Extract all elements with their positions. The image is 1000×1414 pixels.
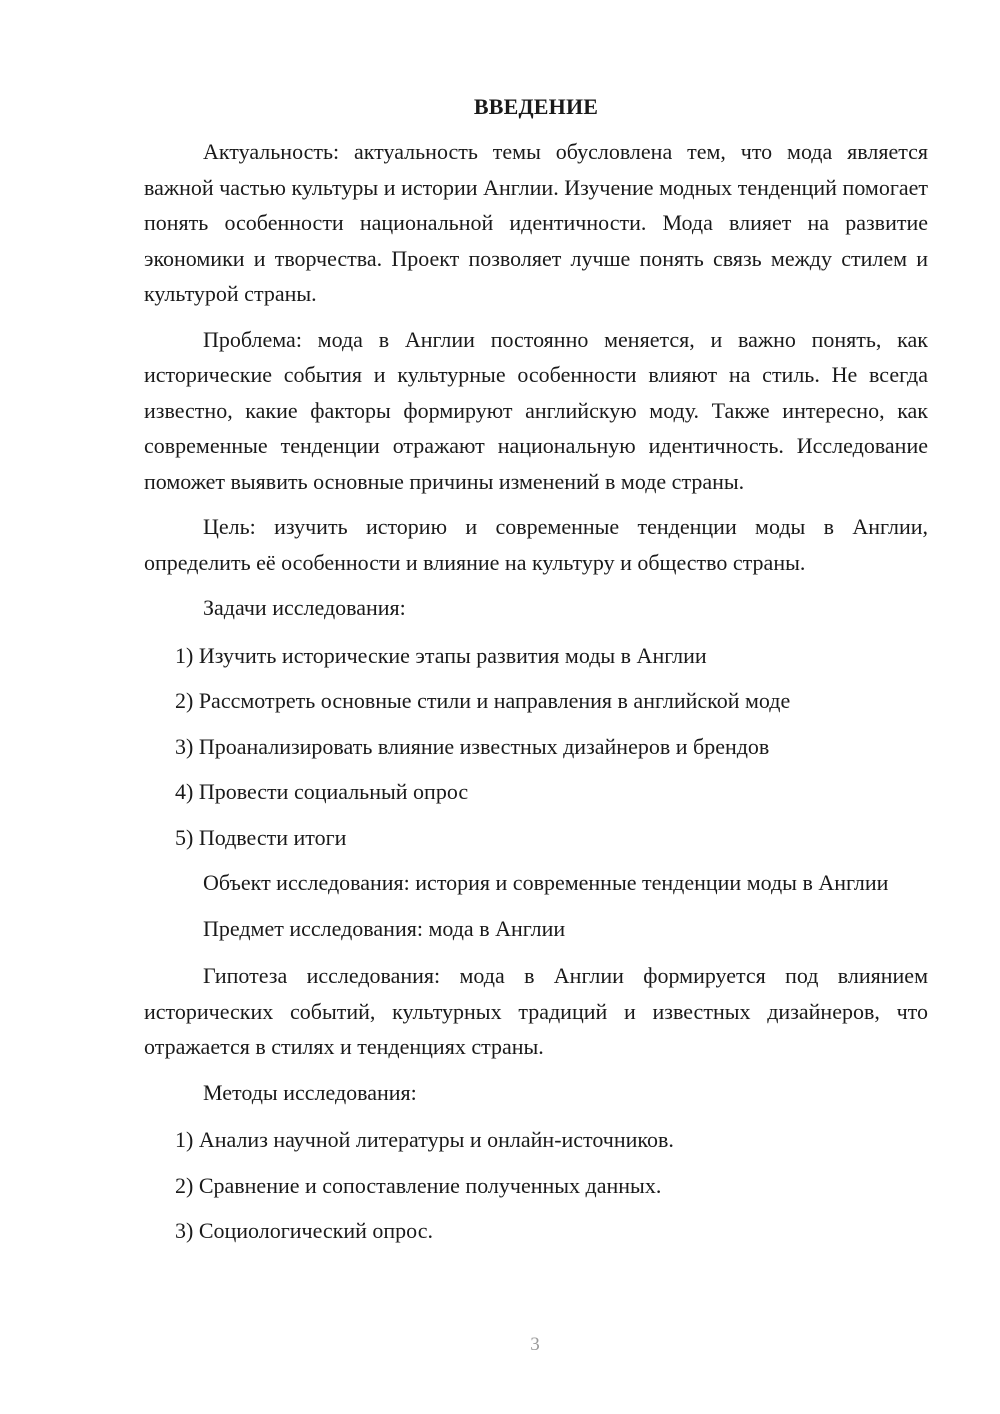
goal-paragraph: Цель: изучить историю и современные тенденции моды в Англии, определить её особенности и влияние на культуру и общество страны. xyxy=(144,514,928,575)
problem-paragraph: Проблема: мода в Англии постоянно меняется, и важно понять, как исторические события и культурные особенности влияют на стиль. Не всегда известно, какие факторы формируют английскую моду. Также интересно, как современные тенденции отражают национальную идентичность. Исследование поможет выявить основные причины изменений в моде страны. xyxy=(144,326,928,494)
task-item-4: 4) Провести социальный опрос xyxy=(175,779,469,804)
relevance-paragraph: Актуальность: актуальность темы обусловлена тем, что мода является важной частью культуры и истории Англии. Изучение модных тенденций помогает понять особенности национальной идентичности. Мода влияет на развитие экономики и творчества. Проект позволяет лучше понять связь между стилем и культурой страны. xyxy=(144,139,928,306)
page-number: 3 xyxy=(530,1334,540,1355)
subject-paragraph: Предмет исследования: мода в Англии xyxy=(203,915,566,941)
task-item-1: 1) Изучить исторические этапы развития моды в Англии xyxy=(175,642,707,668)
hypothesis-paragraph: Гипотеза исследования: мода в Англии формируется под влиянием исторических событий, культурных традиций и известных дизайнеров, что отражается в стилях и тенденциях страны. xyxy=(144,963,928,1059)
methods-heading: Методы исследования: xyxy=(203,1079,417,1105)
task-item-2: 2) Рассмотреть основные стили и направления в английской моде xyxy=(175,688,791,713)
page-content xyxy=(144,92,928,1259)
tasks-heading: Задачи исследования: xyxy=(203,595,406,620)
task-item-3: 3) Проанализировать влияние известных дизайнеров и брендов xyxy=(175,733,770,759)
method-item-1: 1) Анализ научной литературы и онлайн-источников. xyxy=(175,1127,674,1152)
method-item-3: 3) Социологический опрос. xyxy=(175,1218,433,1243)
task-item-5: 5) Подвести итоги xyxy=(175,824,347,850)
object-paragraph: Объект исследования: история и современные тенденции моды в Англии xyxy=(203,870,889,895)
section-title: ВВЕДЕНИЕ xyxy=(473,94,599,119)
method-item-2: 2) Сравнение и сопоставление полученных данных. xyxy=(175,1172,662,1198)
